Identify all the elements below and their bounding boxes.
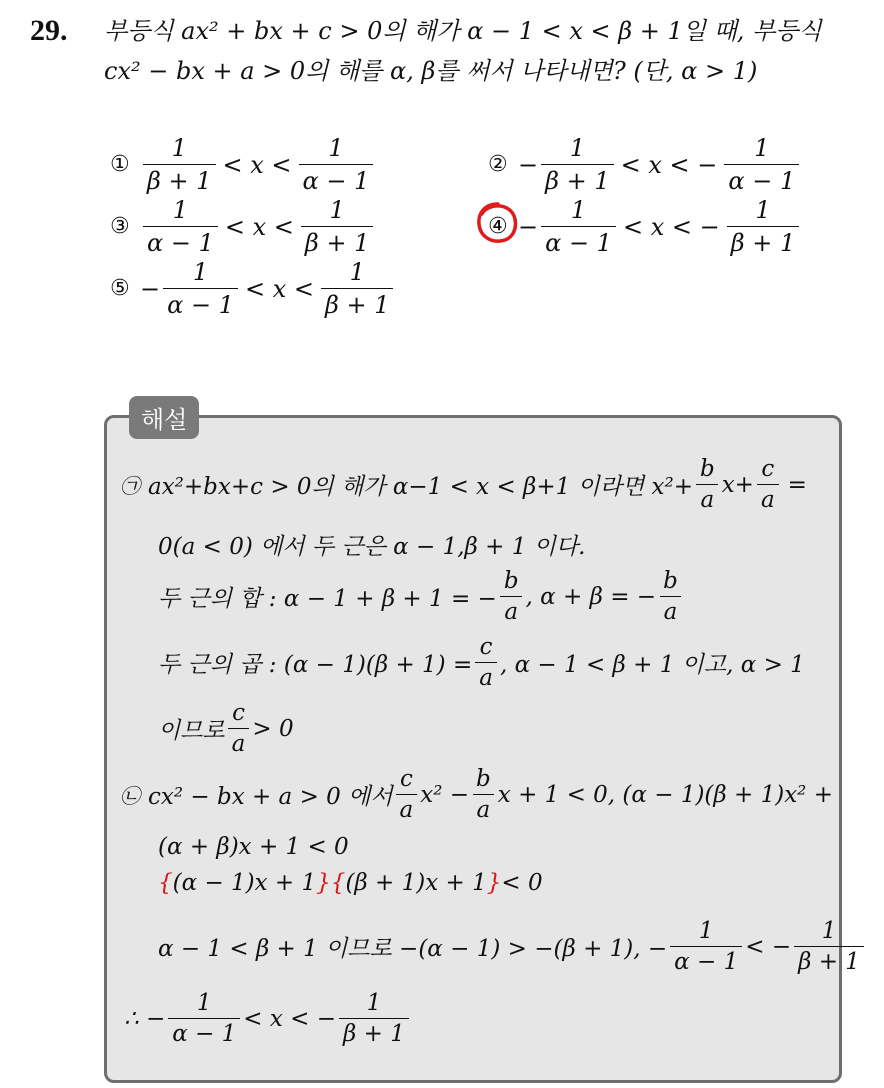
answer-circle-mark (474, 200, 520, 246)
solution-line-4: 두 근의 곱 : (α − 1)(β + 1) = $\frac{c}{a}$ , α − 1 < β + 1 이고, α > 1 (158, 634, 805, 691)
inequality: < x < (222, 150, 292, 179)
fraction: $\frac{1}{\alpha - 1}$ (143, 196, 218, 257)
choice-1[interactable] (110, 134, 376, 195)
problem-number: 29. (30, 14, 68, 47)
choice-lead: − (518, 150, 539, 179)
fraction: $\frac{1}{\beta + 1}$ (321, 258, 394, 319)
choice-marker: ② (488, 152, 508, 177)
solution-line-9: α − 1 < β + 1 이므로 −(α − 1) > −(β + 1), − $\frac{1}{\alpha - 1}$ < − $\frac{1}{\beta + 1}$ (158, 918, 867, 975)
fraction: $\frac{1}{\beta + 1}$ (727, 196, 800, 257)
solution-line-2: 0(a < 0) 에서 두 근은 α − 1,β + 1 이다. (158, 534, 586, 560)
fraction: $\frac{1}{\alpha - 1}$ (299, 134, 374, 195)
problem-stem-line1: 부등식 ax² + bx + c > 0의 해가 α − 1 < x < β + 1일 때, 부등식 (104, 17, 822, 45)
choice-marker: ④ (488, 214, 508, 239)
choice-4[interactable] (488, 196, 802, 257)
solution-line-10: ∴ − $\frac{1}{\alpha - 1}$ < x < − $\frac{1}{\beta + 1}$ (124, 990, 412, 1047)
choice-lead: − (140, 274, 161, 303)
choice-3[interactable] (110, 196, 376, 257)
fraction: $\frac{1}{\beta + 1}$ (301, 196, 374, 257)
fraction: $\frac{1}{\beta + 1}$ (541, 134, 614, 195)
choice-lead: − (518, 212, 539, 241)
choice-marker: ⑤ (110, 276, 130, 301)
choice-marker: ③ (110, 214, 130, 239)
inequality: < x < − (620, 150, 718, 179)
solution-tag: 해설 (129, 396, 199, 439)
problem-stem-line2: cx² − bx + a > 0의 해를 α, β를 써서 나타내면? (단, α > 1) (104, 57, 758, 85)
fraction: $\frac{1}{\beta + 1}$ (143, 134, 216, 195)
solution-line-3: 두 근의 합 : α − 1 + β + 1 = − $\frac{b}{a}$ , α + β = − $\frac{b}{a}$ (158, 568, 685, 625)
solution-line-7: (α + β)x + 1 < 0 (158, 834, 349, 860)
fraction: $\frac{1}{\alpha - 1}$ (163, 258, 238, 319)
inequality: < x < (224, 212, 294, 241)
fraction: $\frac{1}{\alpha - 1}$ (541, 196, 616, 257)
solution-line-6: ㉡ cx² − bx + a > 0 에서 $\frac{c}{a}$ x² − $\frac{b}{a}$ x + 1 < 0, (α − 1)(β + 1)x² + (120, 766, 833, 823)
choice-2[interactable] (488, 134, 802, 195)
choice-marker: ① (110, 152, 130, 177)
solution-line-5: 이므로 $\frac{c}{a}$ > 0 (158, 700, 294, 757)
solution-line-1: ㉠ ax²+bx+c > 0의 해가 α−1 < x < β+1 이라면 x²+ $\frac{b}{a}$ x+ $\frac{c}{a}$ = (120, 456, 807, 513)
inequality: < x < − (622, 212, 720, 241)
circled-nieun-icon: ㉡ (120, 784, 140, 808)
inequality: < x < (244, 274, 314, 303)
fraction: $\frac{1}{\alpha - 1}$ (724, 134, 799, 195)
circled-giyeok-icon: ㉠ (120, 474, 140, 498)
choice-5[interactable] (110, 258, 396, 319)
solution-line-8: { (α − 1)x + 1 }{ (β + 1)x + 1 } < 0 (158, 870, 543, 896)
